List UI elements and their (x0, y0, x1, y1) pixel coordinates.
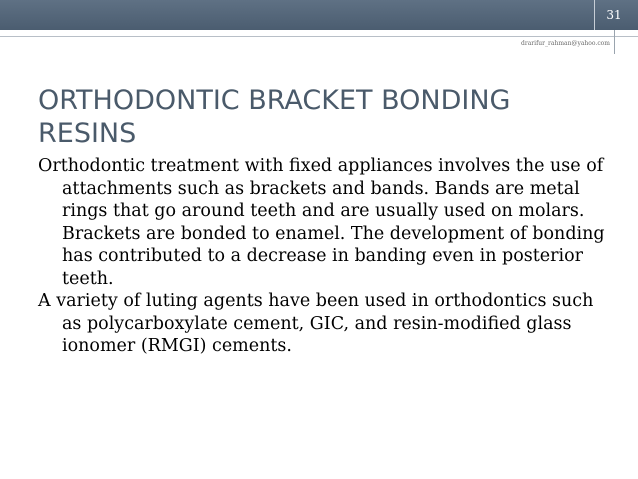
header-divider (0, 36, 638, 37)
slide-title-line-1: ORTHODONTIC BRACKET BONDING (38, 85, 511, 116)
slide-body (38, 155, 608, 358)
body-paragraph-2: A variety of luting agents have been used in orthodontics such as polycarboxylate cement, GIC, and resin-modified glass ionomer (RMGI) cements. (38, 291, 594, 356)
body-paragraph-1: Orthodontic treatment with fixed appliances involves the use of attachments such as brackets and bands. Bands are metal rings that go around teeth and are usually used on molars. Brackets are bonded to enamel. The development of bonding has contributed to a decrease in banding even in posterior teeth. (38, 156, 605, 289)
slide-number: 31 (594, 0, 633, 30)
header-bar (0, 0, 638, 30)
slide-title (38, 84, 598, 150)
header-tick (614, 30, 615, 54)
slide-title-line-2: RESINS (38, 118, 137, 149)
author-email: drarifur_rahman@yahoo.com (521, 40, 610, 47)
